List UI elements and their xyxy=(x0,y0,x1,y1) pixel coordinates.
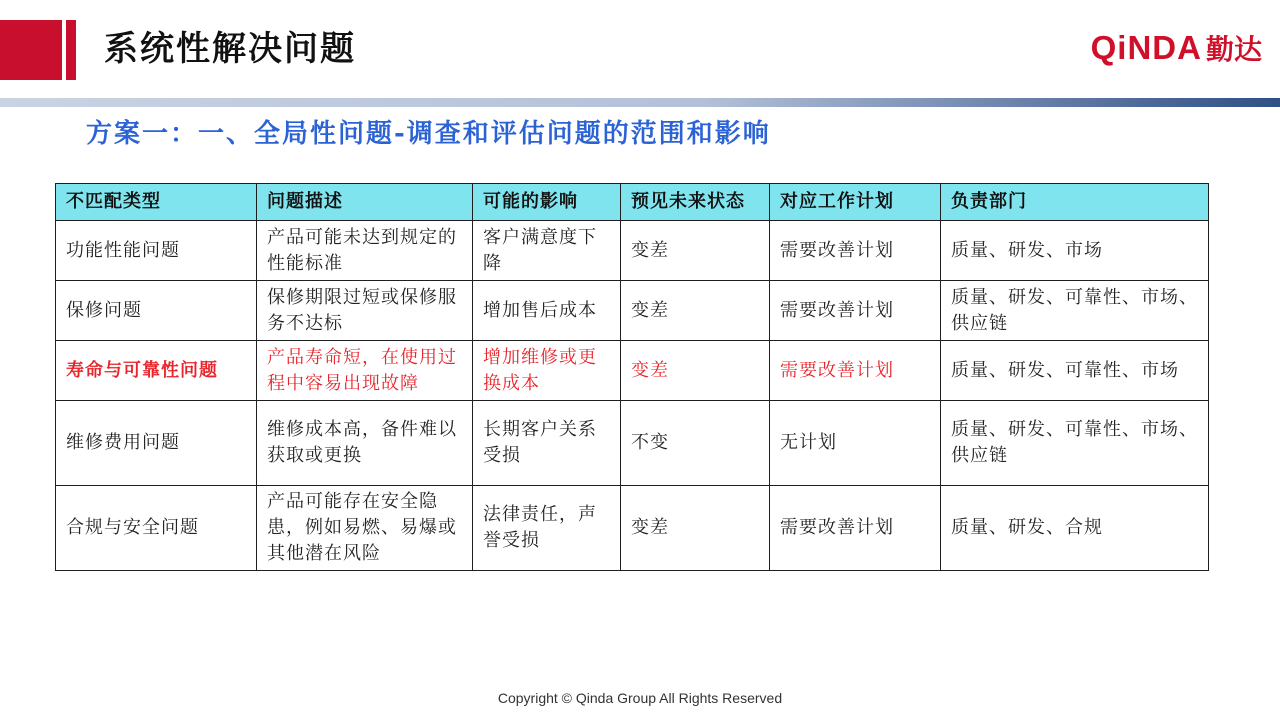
mismatch-table xyxy=(55,183,1209,571)
cell-responsible-dept: 质量、研发、可靠性、市场 xyxy=(941,341,1209,401)
cell-work-plan: 需要改善计划 xyxy=(770,281,941,341)
cell-possible-impact: 长期客户关系受损 xyxy=(473,401,621,486)
cell-mismatch-type: 功能性能问题 xyxy=(56,221,257,281)
cell-work-plan: 无计划 xyxy=(770,401,941,486)
cell-mismatch-type: 保修问题 xyxy=(56,281,257,341)
cell-work-plan: 需要改善计划 xyxy=(770,341,941,401)
cell-problem-description: 产品可能未达到规定的性能标准 xyxy=(257,221,473,281)
table-row xyxy=(56,486,1209,571)
copyright-footer: Copyright © Qinda Group All Rights Reserved xyxy=(497,690,783,706)
table-row-highlighted xyxy=(56,341,1209,401)
header-red-block xyxy=(0,20,62,80)
cell-problem-description: 保修期限过短或保修服务不达标 xyxy=(257,281,473,341)
qinda-logo xyxy=(1091,28,1262,68)
cell-problem-description: 产品可能存在安全隐患，例如易燃、易爆或其他潜在风险 xyxy=(257,486,473,571)
cell-possible-impact: 客户满意度下降 xyxy=(473,221,621,281)
header-possible-impact: 可能的影响 xyxy=(473,184,621,221)
cell-future-state: 变差 xyxy=(621,281,770,341)
section-subtitle: 方案一：一、全局性问题-调查和评估问题的范围和影响 xyxy=(86,119,771,149)
cell-work-plan: 需要改善计划 xyxy=(770,486,941,571)
header-red-bar xyxy=(66,20,76,80)
header-problem-description: 问题描述 xyxy=(257,184,473,221)
cell-possible-impact: 法律责任，声誉受损 xyxy=(473,486,621,571)
table-row xyxy=(56,401,1209,486)
cell-work-plan: 需要改善计划 xyxy=(770,221,941,281)
cell-future-state: 变差 xyxy=(621,486,770,571)
cell-future-state: 变差 xyxy=(621,341,770,401)
header-responsible-dept: 负责部门 xyxy=(941,184,1209,221)
logo-latin-text: QiNDA xyxy=(1090,29,1202,66)
table-row xyxy=(56,221,1209,281)
cell-future-state: 变差 xyxy=(621,221,770,281)
cell-responsible-dept: 质量、研发、合规 xyxy=(941,486,1209,571)
cell-responsible-dept: 质量、研发、市场 xyxy=(941,221,1209,281)
cell-responsible-dept: 质量、研发、可靠性、市场、供应链 xyxy=(941,401,1209,486)
header-divider xyxy=(0,98,1280,107)
cell-mismatch-type: 合规与安全问题 xyxy=(56,486,257,571)
cell-problem-description: 维修成本高，备件难以获取或更换 xyxy=(257,401,473,486)
page-title: 系统性解决问题 xyxy=(104,29,356,69)
cell-possible-impact: 增加维修或更换成本 xyxy=(473,341,621,401)
cell-problem-description: 产品寿命短，在使用过程中容易出现故障 xyxy=(257,341,473,401)
header-future-state: 预见未来状态 xyxy=(621,184,770,221)
header-work-plan: 对应工作计划 xyxy=(770,184,941,221)
logo-chinese-text: 勤达 xyxy=(1205,33,1262,66)
cell-responsible-dept: 质量、研发、可靠性、市场、供应链 xyxy=(941,281,1209,341)
table-row xyxy=(56,281,1209,341)
cell-future-state: 不变 xyxy=(621,401,770,486)
cell-possible-impact: 增加售后成本 xyxy=(473,281,621,341)
table-header-row xyxy=(56,184,1209,221)
cell-mismatch-type: 维修费用问题 xyxy=(56,401,257,486)
header-mismatch-type: 不匹配类型 xyxy=(56,184,257,221)
cell-mismatch-type: 寿命与可靠性问题 xyxy=(56,341,257,401)
